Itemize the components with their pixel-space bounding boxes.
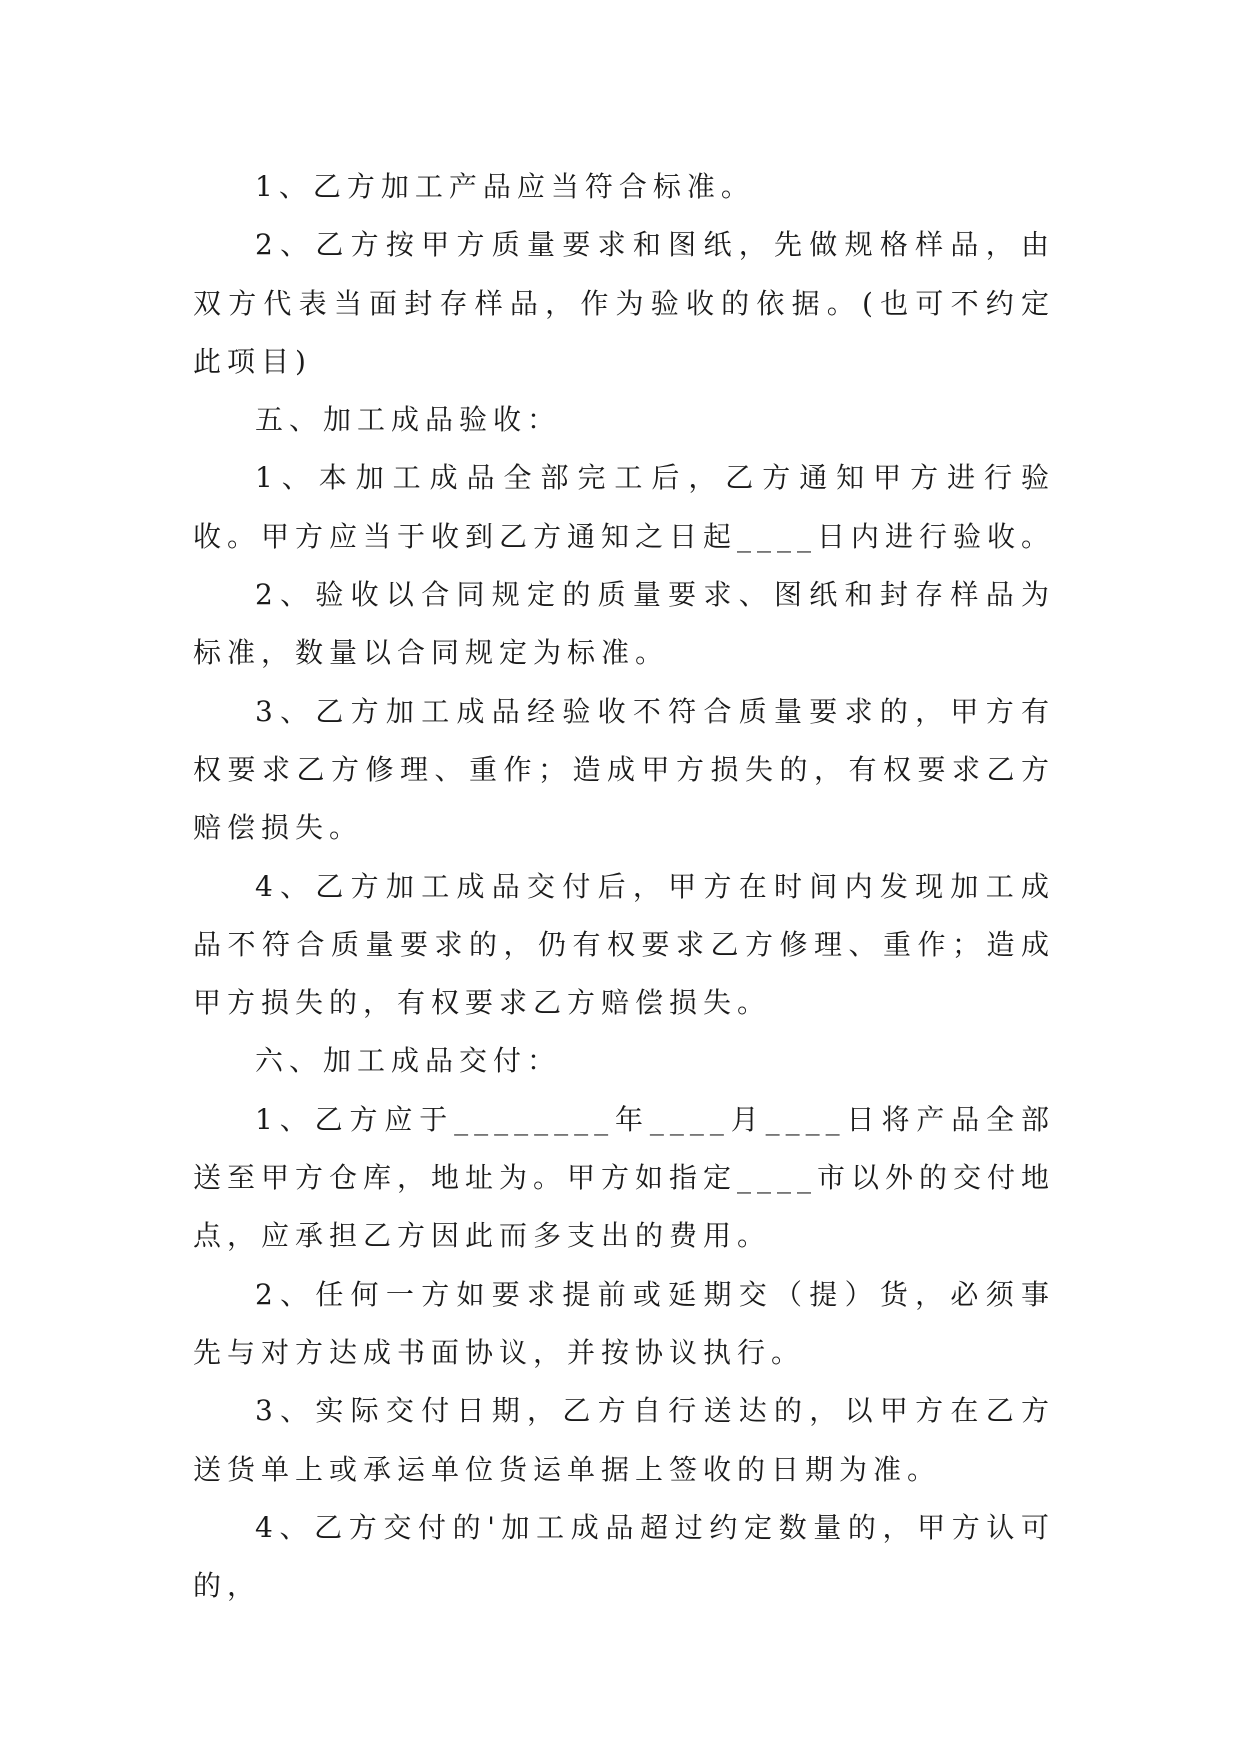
paragraph-7: 1、乙方应于________年____月____日将产品全部送至甲方仓库，地址为。甲方如指定____市以外的交付地点，应承担乙方因此而多支出的费用。 xyxy=(193,1102,1056,1253)
paragraph-8: 2、任何一方如要求提前或延期交（提）货，必须事先与对方达成书面协议，并按协议执行。 xyxy=(193,1277,1055,1369)
paragraph-4: 2、验收以合同规定的质量要求、图纸和封存样品为标准，数量以合同规定为标准。 xyxy=(193,578,1055,670)
paragraph-2: 2、乙方按甲方质量要求和图纸，先做规格样品，由双方代表当面封存样品，作为验收的依据。(也可不约定此项目) xyxy=(193,228,1055,378)
section-heading-delivery: 六、加工成品交付： xyxy=(255,1044,562,1078)
paragraph-10: 4、乙方交付的'加工成品超过约定数量的，甲方认可的， xyxy=(193,1510,1055,1603)
paragraph-5: 3、乙方加工成品经验收不符合质量要求的，甲方有权要求乙方修理、重作；造成甲方损失的，有权要求乙方赔偿损失。 xyxy=(193,694,1055,845)
paragraph-6: 4、乙方加工成品交付后，甲方在时间内发现加工成品不符合质量要求的，仍有权要求乙方修理、重作；造成甲方损失的，有权要求乙方赔偿损失。 xyxy=(193,869,1055,1020)
paragraph-9: 3、实际交付日期，乙方自行送达的，以甲方在乙方送货单上或承运单位货运单据上签收的日期为准。 xyxy=(193,1394,1055,1486)
paragraph-1: 1、乙方加工产品应当符合标准。 xyxy=(255,170,755,203)
paragraph-3: 1、本加工成品全部完工后，乙方通知甲方进行验收。甲方应当于收到乙方通知之日起____日内进行验收。 xyxy=(193,461,1056,553)
section-heading-acceptance: 五、加工成品验收： xyxy=(255,403,562,437)
document-page xyxy=(193,158,1055,1615)
